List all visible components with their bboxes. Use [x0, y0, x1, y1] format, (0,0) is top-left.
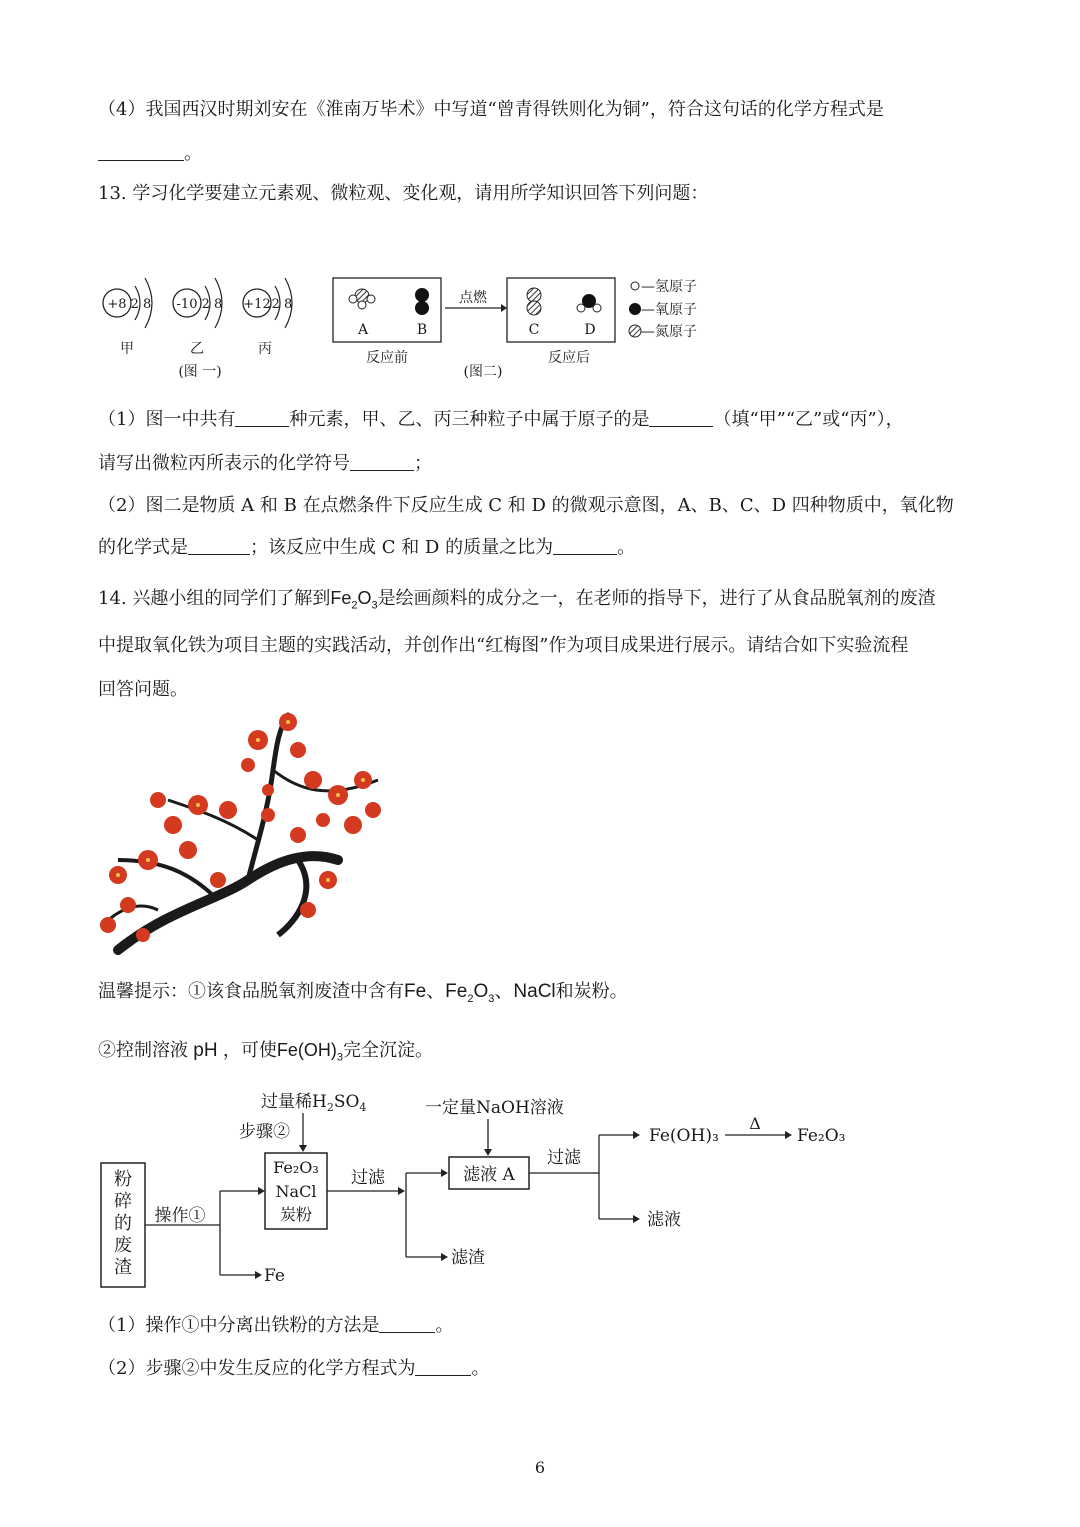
answer-blank[interactable]	[235, 408, 289, 427]
answer-blank[interactable]	[415, 1357, 471, 1376]
svg-text:+12: +12	[243, 297, 271, 312]
svg-text:废: 废	[114, 1235, 132, 1256]
svg-text:—氢原子: —氢原子	[641, 279, 697, 295]
q13-stem: 13. 学习化学要建立元素观、微粒观、变化观，请用所学知识回答下列问题：	[98, 183, 709, 204]
svg-text:NaCl: NaCl	[275, 1182, 317, 1201]
svg-text:Fe₂O₃: Fe₂O₃	[797, 1126, 846, 1146]
svg-text:Fe₂O₃: Fe₂O₃	[273, 1158, 319, 1177]
answer-blank[interactable]	[98, 142, 184, 161]
svg-text:2 8: 2 8	[271, 297, 293, 312]
svg-text:D: D	[584, 322, 596, 338]
svg-text:点燃: 点燃	[459, 290, 487, 306]
answer-blank[interactable]	[553, 536, 617, 555]
svg-text:丙: 丙	[258, 341, 272, 357]
q14-tip1: 温馨提示：①该食品脱氧剂废渣中含有Fe、$Fe_2O_3$、NaCl和炭粉。	[98, 981, 628, 1005]
q12-part4: （4）我国西汉时期刘安在《淮南万毕术》中写道“曾青得铁则化为铜”，符合这句话的化学方程式是	[98, 99, 884, 120]
svg-text:渣: 渣	[114, 1257, 132, 1278]
q14-stem-line2: 中提取氧化铁为项目主题的实践活动，并创作出“红梅图”作为项目成果进行展示。请结合如下实验流程	[98, 635, 909, 656]
svg-text:B: B	[416, 322, 428, 338]
svg-text:操作①: 操作①	[154, 1206, 206, 1226]
q14-stem-line3: 回答问题。	[98, 679, 188, 700]
svg-text:乙: 乙	[190, 341, 204, 357]
svg-text:滤液: 滤液	[647, 1210, 681, 1230]
particle-jia	[103, 278, 152, 357]
svg-text:过滤: 过滤	[547, 1148, 581, 1168]
q13-figures	[95, 268, 715, 388]
svg-text:的: 的	[114, 1213, 132, 1234]
answer-blank[interactable]	[649, 408, 713, 427]
svg-text:甲: 甲	[120, 341, 134, 357]
figure1-caption: (图 一)	[178, 364, 222, 380]
answer-blank[interactable]	[188, 536, 250, 555]
svg-text:滤渣: 滤渣	[451, 1248, 485, 1268]
svg-text:滤液 A: 滤液 A	[463, 1165, 515, 1185]
q14-part1: （1）操作①中分离出铁粉的方法是 。	[98, 1315, 454, 1336]
process-flowchart	[95, 1085, 865, 1295]
svg-text:反应前: 反应前	[366, 350, 408, 366]
q14-part2: （2）步骤②中发生反应的化学方程式为 。	[98, 1358, 490, 1379]
svg-text:2 8: 2 8	[201, 297, 223, 312]
svg-text:—氮原子: —氮原子	[641, 324, 697, 340]
svg-text:炭粉: 炭粉	[279, 1205, 313, 1224]
q14-tip2: ②控制溶液 pH ，可使$Fe(OH)_3$完全沉淀。	[98, 1040, 433, 1064]
svg-text:Δ: Δ	[749, 1114, 761, 1133]
particle-yi	[173, 278, 222, 357]
svg-text:Fe(OH)₃: Fe(OH)₃	[649, 1126, 719, 1146]
svg-text:2 8: 2 8	[130, 297, 152, 312]
svg-text:过量稀H2SO4: 过量稀$H_2SO_4$	[261, 1092, 367, 1114]
svg-text:粉: 粉	[114, 1169, 132, 1190]
q13-part1: （1）图一中共有 种元素，甲、乙、丙三种粒子中属于原子的是 （填“甲”“乙”或“丙”），	[98, 409, 904, 430]
q13-part1-cont: 请写出微粒丙所表示的化学符号 ；	[98, 453, 432, 474]
particle-bing	[243, 278, 292, 357]
svg-text:步骤②: 步骤②	[239, 1122, 290, 1142]
q12-part4-answer-line: 。	[98, 142, 202, 166]
svg-text:过滤: 过滤	[351, 1168, 385, 1188]
answer-blank[interactable]	[350, 452, 414, 471]
answer-blank[interactable]	[379, 1314, 435, 1333]
figure2-caption: (图二)	[463, 364, 503, 380]
svg-text:碎: 碎	[114, 1191, 132, 1212]
q13-part2-cont: 的化学式是 ；该反应中生成 C 和 D 的质量之比为 。	[98, 537, 636, 558]
svg-text:-10: -10	[176, 297, 198, 312]
q14-stem: 14. 兴趣小组的同学们了解到$Fe_2O_3$是绘画颜料的成分之一，在老师的指导下，进行了从食品脱氧剂的废渣	[98, 588, 936, 612]
svg-text:反应后: 反应后	[548, 350, 590, 366]
q13-part2: （2）图二是物质 A 和 B 在点燃条件下反应生成 C 和 D 的微观示意图，A、B、C、D 四种物质中，氧化物	[98, 495, 954, 516]
svg-text:A: A	[357, 322, 369, 338]
svg-text:C: C	[528, 322, 540, 338]
plum-blossom-painting	[98, 710, 388, 965]
svg-text:一定量NaOH溶液: 一定量NaOH溶液	[425, 1098, 564, 1118]
svg-text:—氧原子: —氧原子	[641, 302, 697, 318]
svg-text:Fe: Fe	[264, 1266, 285, 1286]
svg-text:+8: +8	[107, 297, 127, 312]
legend	[629, 279, 697, 340]
page-number: 6	[534, 1458, 546, 1477]
